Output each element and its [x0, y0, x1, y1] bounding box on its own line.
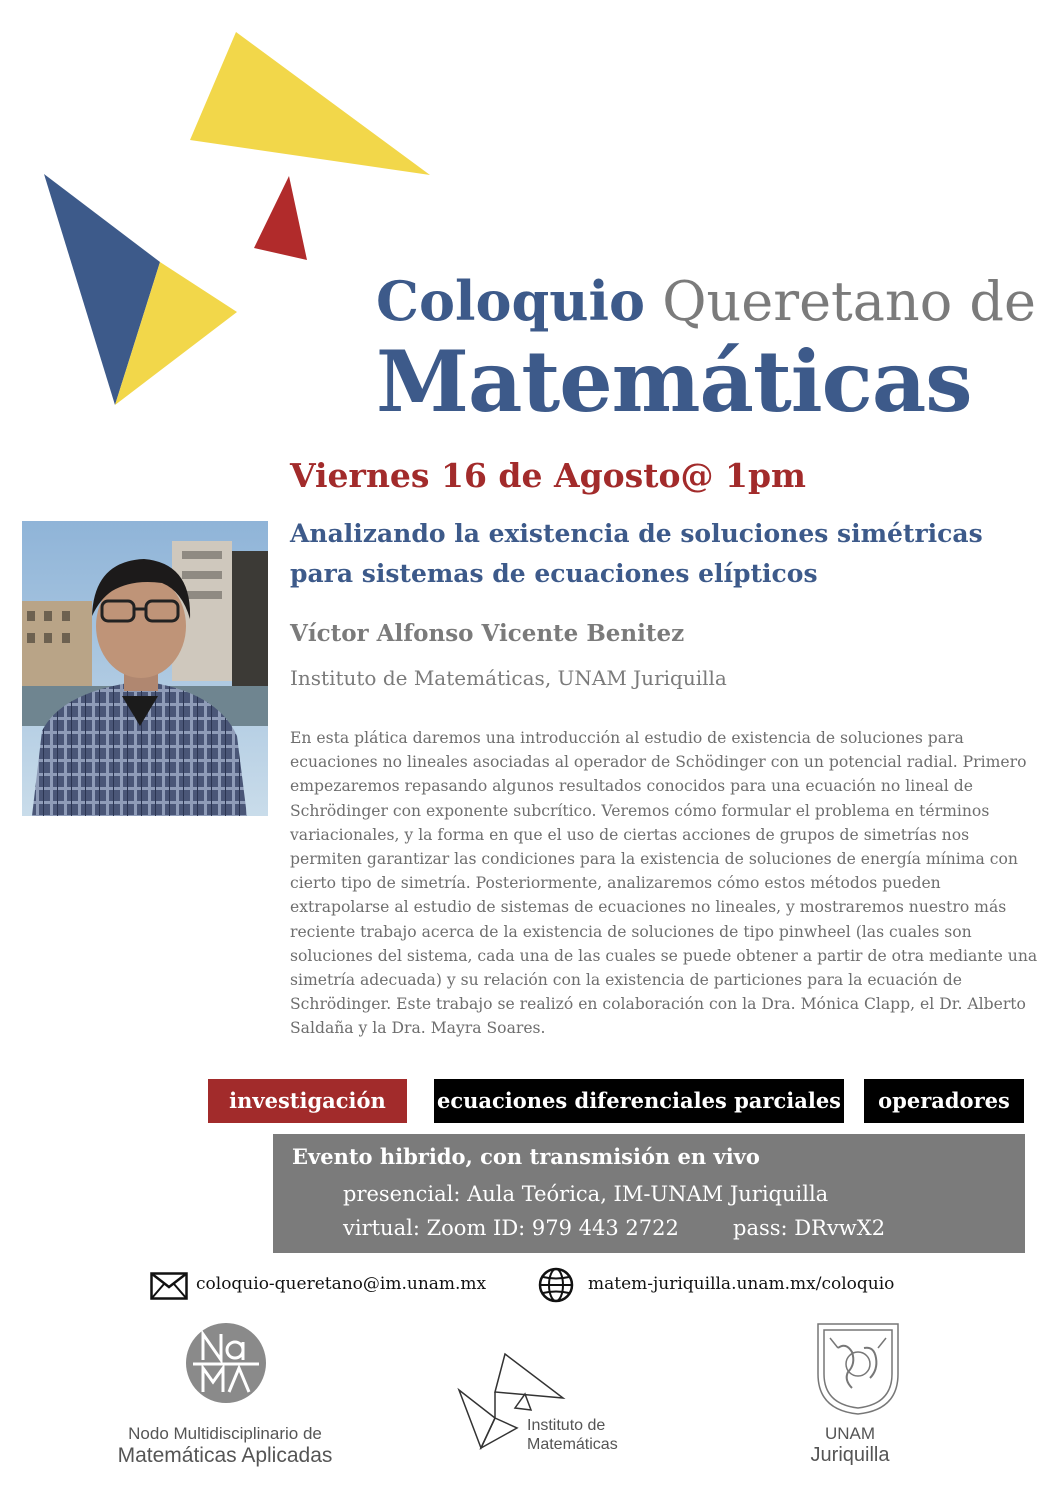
im-name-line-2: Matemáticas: [527, 1436, 618, 1454]
yellow-triangle-large: [190, 32, 430, 175]
title-queretano: Queretano de: [662, 270, 1036, 333]
event-zoom-id: virtual: Zoom ID: 979 443 2722: [343, 1216, 679, 1240]
event-logistics-box: [273, 1134, 1025, 1253]
unam-name: [790, 1424, 910, 1467]
event-mode-title: Evento hibrido, con transmisión en vivo: [292, 1144, 760, 1169]
speaker-name: Víctor Alfonso Vicente Benitez: [290, 620, 685, 647]
unam-name-line-1: UNAM: [824, 1424, 876, 1443]
tag-investigacion: investigación: [208, 1079, 407, 1123]
event-zoom-pass: pass: DRvwX2: [733, 1216, 886, 1240]
nmma-name-line-1: Nodo Multidisciplinario de: [128, 1424, 322, 1443]
title-line-1: [376, 269, 1036, 333]
contact-website[interactable]: matem-juriquilla.unam.mx/coloquio: [588, 1274, 895, 1294]
im-name-line-1: Instituto de: [527, 1417, 606, 1434]
colloquium-logo-triangles: [0, 0, 440, 420]
envelope-icon: [150, 1272, 188, 1300]
globe-icon: [537, 1266, 575, 1304]
nmma-name: [105, 1424, 345, 1468]
speaker-affiliation: Instituto de Matemáticas, UNAM Juriquilla: [290, 666, 727, 690]
tag-ecuaciones-diferenciales-parciales: ecuaciones diferenciales parciales: [434, 1079, 844, 1123]
talk-abstract: En esta plática daremos una introducción al estudio de existencia de soluciones para ecuaciones no lineales asociadas al operador de Schödinger con un potencial radial. Primero empezaremos repasando algunos resultados conocidos para una ecuación no lineal de Schrödinger con exponente subcrítico. Veremos cómo formular el problema en términos variacionales, y la forma en que el uso de ciertas acciones de grupos de simetrías nos permiten garantizar las condiciones para la existencia de soluciones de energía mínima con cierto tipo de simetría. Posteriormente, analizaremos cómo estos métodos pueden extrapolarse al estudio de sistemas de ecuaciones no lineales, y mostraremos nuestro más reciente trabajo acerca de la existencia de soluciones de tipo pinwheel (las cuales son soluciones del sistema, cada una de las cuales se puede obtener a partir de otra mediante una simetría adecuada) y su relación con la existencia de particiones para la ecuación de Schrödinger. Este trabajo se realizó en colaboración con la Dra. Mónica Clapp, el Dr. Alberto Saldaña y la Dra. Mayra Soares.: [290, 729, 1038, 1038]
event-date: Viernes 16 de Agosto@ 1pm: [290, 456, 806, 495]
title-coloquio: Coloquio: [376, 269, 646, 333]
talk-title: [290, 514, 1030, 594]
title-matematicas: Matemáticas: [376, 332, 972, 431]
red-triangle: [254, 176, 307, 260]
contact-email[interactable]: coloquio-queretano@im.unam.mx: [196, 1274, 487, 1294]
speaker-photo: [22, 521, 268, 816]
unam-name-line-2: Juriquilla: [810, 1443, 890, 1466]
talk-title-line-2: para sistemas de ecuaciones elípticos: [290, 559, 818, 588]
im-name: [527, 1416, 618, 1454]
unam-seal: [808, 1318, 908, 1418]
event-in-person: presencial: Aula Teórica, IM-UNAM Juriquilla: [343, 1182, 829, 1206]
nmma-logo: [185, 1322, 267, 1404]
tag-operadores: operadores: [864, 1079, 1024, 1123]
nmma-name-line-2: Matemáticas Aplicadas: [117, 1443, 333, 1467]
talk-title-line-1: Analizando la existencia de soluciones simétricas: [290, 519, 983, 548]
